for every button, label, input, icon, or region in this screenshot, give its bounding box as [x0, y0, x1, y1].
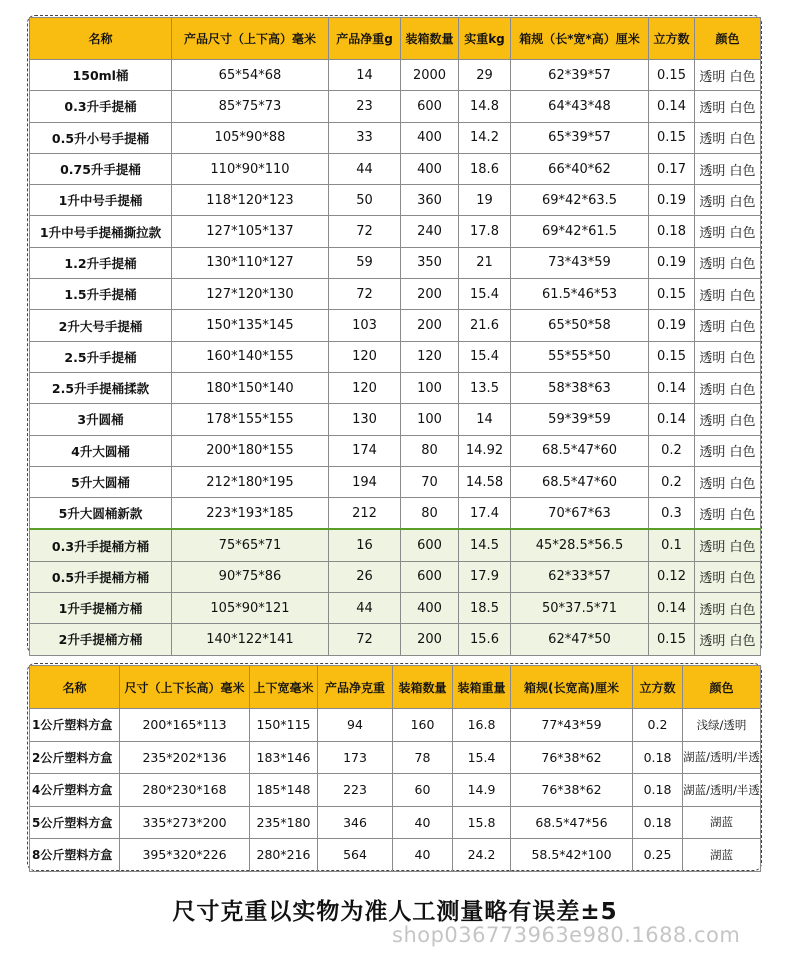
table-cell: 透明 白色 — [695, 561, 761, 592]
column-header: 尺寸（上下长高）毫米 — [120, 666, 250, 709]
table-cell: 0.18 — [633, 806, 683, 839]
table-cell: 16.8 — [453, 709, 511, 742]
table-row — [30, 806, 761, 839]
table-cell: 200 — [401, 310, 459, 341]
column-header: 立方数 — [633, 666, 683, 709]
product-name-cell: 5公斤塑料方盒 — [30, 806, 120, 839]
table-cell: 透明 白色 — [695, 216, 761, 247]
product-name-cell: 2升大号手提桶 — [30, 310, 172, 341]
table-cell: 85*75*73 — [172, 91, 329, 122]
table-cell: 76*38*62 — [511, 774, 633, 807]
table-cell: 0.15 — [649, 624, 695, 655]
column-header: 产品净克重 — [318, 666, 393, 709]
table-cell: 65*50*58 — [511, 310, 649, 341]
column-header: 装箱重量 — [453, 666, 511, 709]
product-name-cell: 0.3升手提桶方桶 — [30, 529, 172, 561]
table-cell: 65*54*68 — [172, 60, 329, 91]
table-cell: 0.15 — [649, 341, 695, 372]
table-cell: 湖蓝/透明/半透 — [683, 774, 761, 807]
column-header: 箱规（长*宽*高）厘米 — [511, 18, 649, 60]
table-cell: 346 — [318, 806, 393, 839]
table-cell: 13.5 — [459, 372, 511, 403]
table-cell: 50 — [329, 185, 401, 216]
table-cell: 18.6 — [459, 153, 511, 184]
table-cell: 0.2 — [649, 435, 695, 466]
table-cell: 174 — [329, 435, 401, 466]
table-cell: 透明 白色 — [695, 498, 761, 530]
table-cell: 200 — [401, 279, 459, 310]
table-cell: 75*65*71 — [172, 529, 329, 561]
table-cell: 透明 白色 — [695, 247, 761, 278]
box-spec-table — [29, 665, 761, 872]
table-cell: 40 — [393, 806, 453, 839]
table-cell: 24.2 — [453, 839, 511, 872]
table-cell: 70 — [401, 466, 459, 497]
table-cell: 14.9 — [453, 774, 511, 807]
table-cell: 118*120*123 — [172, 185, 329, 216]
table-cell: 200 — [401, 624, 459, 655]
table-cell: 透明 白色 — [695, 529, 761, 561]
table-cell: 15.8 — [453, 806, 511, 839]
table-cell: 0.19 — [649, 185, 695, 216]
table-cell: 透明 白色 — [695, 185, 761, 216]
table-cell: 湖蓝 — [683, 806, 761, 839]
table-cell: 360 — [401, 185, 459, 216]
table-row — [30, 341, 761, 372]
table-cell: 194 — [329, 466, 401, 497]
column-header: 立方数 — [649, 18, 695, 60]
table-cell: 69*42*61.5 — [511, 216, 649, 247]
table-row — [30, 561, 761, 592]
product-name-cell: 2.5升手提桶揉款 — [30, 372, 172, 403]
table-cell: 0.14 — [649, 404, 695, 435]
table-cell: 17.9 — [459, 561, 511, 592]
table-cell: 64*43*48 — [511, 91, 649, 122]
column-header: 上下宽毫米 — [250, 666, 318, 709]
table-cell: 105*90*121 — [172, 593, 329, 624]
table-cell: 透明 白色 — [695, 372, 761, 403]
table-cell: 21.6 — [459, 310, 511, 341]
table-cell: 72 — [329, 279, 401, 310]
table-cell: 62*39*57 — [511, 60, 649, 91]
product-name-cell: 2公斤塑料方盒 — [30, 741, 120, 774]
column-header: 颜色 — [683, 666, 761, 709]
table-cell: 55*55*50 — [511, 341, 649, 372]
table-cell: 127*120*130 — [172, 279, 329, 310]
table-cell: 14.58 — [459, 466, 511, 497]
column-header: 颜色 — [695, 18, 761, 60]
table-cell: 湖蓝/透明/半透 — [683, 741, 761, 774]
table-cell: 0.12 — [649, 561, 695, 592]
column-header: 产品净重g — [329, 18, 401, 60]
table-cell: 0.15 — [649, 60, 695, 91]
table-row — [30, 247, 761, 278]
table-row — [30, 310, 761, 341]
table-cell: 127*105*137 — [172, 216, 329, 247]
table-cell: 23 — [329, 91, 401, 122]
table-cell: 14 — [459, 404, 511, 435]
table-cell: 77*43*59 — [511, 709, 633, 742]
table-cell: 223*193*185 — [172, 498, 329, 530]
table-cell: 212*180*195 — [172, 466, 329, 497]
table-cell: 69*42*63.5 — [511, 185, 649, 216]
table-cell: 120 — [401, 341, 459, 372]
table-cell: 15.4 — [459, 279, 511, 310]
table-cell: 173 — [318, 741, 393, 774]
table-cell: 0.18 — [633, 774, 683, 807]
table-cell: 200*165*113 — [120, 709, 250, 742]
table-cell: 湖蓝 — [683, 839, 761, 872]
table-cell: 68.5*47*56 — [511, 806, 633, 839]
table-cell: 14.2 — [459, 122, 511, 153]
table-cell: 透明 白色 — [695, 466, 761, 497]
table-cell: 26 — [329, 561, 401, 592]
table-row — [30, 185, 761, 216]
table-row — [30, 372, 761, 403]
product-name-cell: 0.5升小号手提桶 — [30, 122, 172, 153]
table-cell: 33 — [329, 122, 401, 153]
table-cell: 透明 白色 — [695, 624, 761, 655]
table-row — [30, 624, 761, 655]
table-cell: 70*67*63 — [511, 498, 649, 530]
product-name-cell: 4升大圆桶 — [30, 435, 172, 466]
table-cell: 0.19 — [649, 247, 695, 278]
table-cell: 240 — [401, 216, 459, 247]
product-name-cell: 2升手提桶方桶 — [30, 624, 172, 655]
product-name-cell: 1升中号手提桶撕拉款 — [30, 216, 172, 247]
table-cell: 235*180 — [250, 806, 318, 839]
table-cell: 透明 白色 — [695, 91, 761, 122]
table-cell: 72 — [329, 216, 401, 247]
table-cell: 60 — [393, 774, 453, 807]
table-row — [30, 122, 761, 153]
column-header: 箱规(长宽高)厘米 — [511, 666, 633, 709]
table-cell: 15.4 — [453, 741, 511, 774]
table-cell: 223 — [318, 774, 393, 807]
table-cell: 90*75*86 — [172, 561, 329, 592]
product-name-cell: 1.2升手提桶 — [30, 247, 172, 278]
watermark: shop036773963e980.1688.com — [392, 923, 741, 947]
table-cell: 120 — [329, 341, 401, 372]
table-cell: 140*122*141 — [172, 624, 329, 655]
table-cell: 395*320*226 — [120, 839, 250, 872]
product-name-cell: 1公斤塑料方盒 — [30, 709, 120, 742]
table-cell: 0.17 — [649, 153, 695, 184]
table-cell: 0.1 — [649, 529, 695, 561]
table-cell: 45*28.5*56.5 — [511, 529, 649, 561]
table-cell: 400 — [401, 122, 459, 153]
table-cell: 400 — [401, 593, 459, 624]
table-cell: 62*33*57 — [511, 561, 649, 592]
product-name-cell: 5升大圆桶新款 — [30, 498, 172, 530]
table-cell: 14.8 — [459, 91, 511, 122]
table-cell: 0.14 — [649, 593, 695, 624]
product-name-cell: 0.5升手提桶方桶 — [30, 561, 172, 592]
table-cell: 2000 — [401, 60, 459, 91]
table-cell: 44 — [329, 593, 401, 624]
product-name-cell: 5升大圆桶 — [30, 466, 172, 497]
product-name-cell: 3升圆桶 — [30, 404, 172, 435]
table-cell: 0.2 — [649, 466, 695, 497]
table-row — [30, 435, 761, 466]
table-cell: 透明 白色 — [695, 279, 761, 310]
table-cell: 62*47*50 — [511, 624, 649, 655]
table-cell: 透明 白色 — [695, 435, 761, 466]
table-cell: 透明 白色 — [695, 310, 761, 341]
table-cell: 100 — [401, 372, 459, 403]
table-cell: 94 — [318, 709, 393, 742]
table-cell: 透明 白色 — [695, 60, 761, 91]
table-cell: 350 — [401, 247, 459, 278]
table-cell: 18.5 — [459, 593, 511, 624]
table-cell: 130 — [329, 404, 401, 435]
table-cell: 80 — [401, 435, 459, 466]
product-name-cell: 4公斤塑料方盒 — [30, 774, 120, 807]
table-cell: 72 — [329, 624, 401, 655]
product-name-cell: 2.5升手提桶 — [30, 341, 172, 372]
table-cell: 400 — [401, 153, 459, 184]
table-cell: 44 — [329, 153, 401, 184]
column-header: 名称 — [30, 666, 120, 709]
table-cell: 61.5*46*53 — [511, 279, 649, 310]
table-cell: 21 — [459, 247, 511, 278]
column-header: 实重kg — [459, 18, 511, 60]
table-row — [30, 466, 761, 497]
table-cell: 600 — [401, 529, 459, 561]
table-row — [30, 60, 761, 91]
product-name-cell: 0.75升手提桶 — [30, 153, 172, 184]
table-cell: 59 — [329, 247, 401, 278]
table-row — [30, 404, 761, 435]
table-row — [30, 498, 761, 530]
table-cell: 0.25 — [633, 839, 683, 872]
table-cell: 0.19 — [649, 310, 695, 341]
table-cell: 120 — [329, 372, 401, 403]
column-header: 装箱数量 — [393, 666, 453, 709]
table-cell: 0.18 — [633, 741, 683, 774]
table-cell: 100 — [401, 404, 459, 435]
footnote: 尺寸克重以实物为准人工测量略有误差±5 — [172, 899, 618, 925]
table-cell: 58.5*42*100 — [511, 839, 633, 872]
table-cell: 68.5*47*60 — [511, 466, 649, 497]
table-row — [30, 216, 761, 247]
table-cell: 0.15 — [649, 279, 695, 310]
table-cell: 280*216 — [250, 839, 318, 872]
table-cell: 80 — [401, 498, 459, 530]
table-cell: 17.8 — [459, 216, 511, 247]
table-cell: 58*38*63 — [511, 372, 649, 403]
table-cell: 65*39*57 — [511, 122, 649, 153]
table-cell: 160*140*155 — [172, 341, 329, 372]
bucket-spec-table — [29, 17, 761, 656]
table-cell: 14.5 — [459, 529, 511, 561]
table-cell: 50*37.5*71 — [511, 593, 649, 624]
table-cell: 150*115 — [250, 709, 318, 742]
table-row — [30, 774, 761, 807]
table-cell: 16 — [329, 529, 401, 561]
table-cell: 0.14 — [649, 372, 695, 403]
table-cell: 40 — [393, 839, 453, 872]
table-row — [30, 741, 761, 774]
table-cell: 0.18 — [649, 216, 695, 247]
table-cell: 73*43*59 — [511, 247, 649, 278]
column-header: 装箱数量 — [401, 18, 459, 60]
table-cell: 68.5*47*60 — [511, 435, 649, 466]
product-name-cell: 1.5升手提桶 — [30, 279, 172, 310]
table-row — [30, 593, 761, 624]
column-header: 名称 — [30, 18, 172, 60]
table-cell: 600 — [401, 561, 459, 592]
table-cell: 浅绿/透明 — [683, 709, 761, 742]
table-cell: 78 — [393, 741, 453, 774]
column-header: 产品尺寸（上下高）毫米 — [172, 18, 329, 60]
table-cell: 15.6 — [459, 624, 511, 655]
table-cell: 76*38*62 — [511, 741, 633, 774]
table-cell: 0.2 — [633, 709, 683, 742]
table-row — [30, 839, 761, 872]
table-cell: 14 — [329, 60, 401, 91]
table-cell: 17.4 — [459, 498, 511, 530]
table-cell: 335*273*200 — [120, 806, 250, 839]
table-cell: 280*230*168 — [120, 774, 250, 807]
table-cell: 180*150*140 — [172, 372, 329, 403]
product-name-cell: 1升手提桶方桶 — [30, 593, 172, 624]
table-cell: 透明 白色 — [695, 122, 761, 153]
table-row — [30, 529, 761, 561]
table-cell: 0.15 — [649, 122, 695, 153]
table-cell: 66*40*62 — [511, 153, 649, 184]
table-cell: 235*202*136 — [120, 741, 250, 774]
table-cell: 0.3 — [649, 498, 695, 530]
table-cell: 0.14 — [649, 91, 695, 122]
table-cell: 29 — [459, 60, 511, 91]
table-row — [30, 709, 761, 742]
table-cell: 103 — [329, 310, 401, 341]
table-cell: 160 — [393, 709, 453, 742]
table-cell: 200*180*155 — [172, 435, 329, 466]
table-cell: 110*90*110 — [172, 153, 329, 184]
table-cell: 15.4 — [459, 341, 511, 372]
table-row — [30, 91, 761, 122]
table-cell: 150*135*145 — [172, 310, 329, 341]
table-cell: 19 — [459, 185, 511, 216]
product-name-cell: 150ml桶 — [30, 60, 172, 91]
table-cell: 105*90*88 — [172, 122, 329, 153]
product-name-cell: 1升中号手提桶 — [30, 185, 172, 216]
table-cell: 透明 白色 — [695, 153, 761, 184]
table-cell: 透明 白色 — [695, 593, 761, 624]
table-cell: 183*146 — [250, 741, 318, 774]
table-cell: 600 — [401, 91, 459, 122]
table-cell: 212 — [329, 498, 401, 530]
table-row — [30, 279, 761, 310]
table-cell: 14.92 — [459, 435, 511, 466]
table-cell: 564 — [318, 839, 393, 872]
table-cell: 185*148 — [250, 774, 318, 807]
table-cell: 透明 白色 — [695, 404, 761, 435]
table-cell: 59*39*59 — [511, 404, 649, 435]
table-cell: 178*155*155 — [172, 404, 329, 435]
product-name-cell: 0.3升手提桶 — [30, 91, 172, 122]
table-cell: 130*110*127 — [172, 247, 329, 278]
product-name-cell: 8公斤塑料方盒 — [30, 839, 120, 872]
table-cell: 透明 白色 — [695, 341, 761, 372]
table-row — [30, 153, 761, 184]
